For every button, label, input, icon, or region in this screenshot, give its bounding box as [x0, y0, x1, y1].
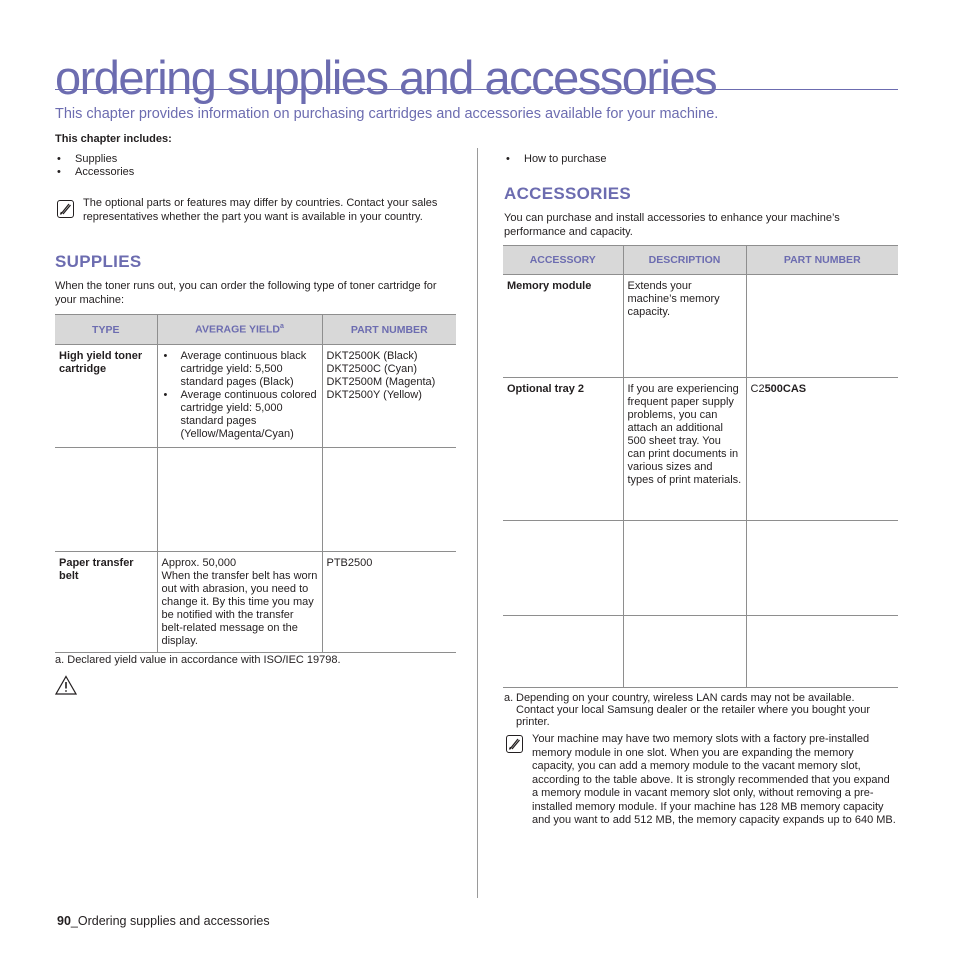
- cell-description: [623, 521, 746, 616]
- column-header-part: PART NUMBER: [322, 315, 456, 345]
- table-row: [55, 552, 456, 653]
- cell-yield: [157, 448, 322, 552]
- cell-description: [623, 616, 746, 688]
- cell-accessory: Optional tray 2: [503, 378, 623, 521]
- cell-part: [322, 448, 456, 552]
- footer-label: _Ordering supplies and accessories: [70, 914, 270, 928]
- note-text: The optional parts or features may differ by countries. Contact your sales representatives whether the part you want is available in your country.: [83, 197, 438, 223]
- list-item: • Average continuous colored cartridge yield: 5,000 standard pages (Yellow/Magenta/Cyan): [162, 389, 318, 441]
- note-pencil-icon: [57, 200, 74, 218]
- supplies-footnote: a. Declared yield value in accordance with ISO/IEC 19798.: [55, 654, 341, 666]
- cell-accessory: [503, 521, 623, 616]
- table-row: [503, 378, 898, 521]
- cell-part: [746, 521, 898, 616]
- cell-yield: Approx. 50,000 When the transfer belt has worn out with abrasion, you need to change it. By this time you may be notified with the transfer belt-related message on the display.: [157, 552, 322, 653]
- list-item: • Accessories: [57, 166, 135, 178]
- cell-type: [55, 448, 157, 552]
- cell-part: DKT2500K (Black) DKT2500C (Cyan) DKT2500M (Magenta) DKT2500Y (Yellow): [322, 345, 456, 448]
- supplies-table: [55, 314, 456, 653]
- title-rule: [55, 89, 898, 90]
- includes-list-right: [506, 153, 607, 166]
- section-heading-supplies: SUPPLIES: [55, 252, 142, 271]
- column-header-yield: AVERAGE YIELD$^a$: [157, 315, 322, 345]
- cell-accessory: Memory module: [503, 275, 623, 378]
- cell-part: C2500CAS: [746, 378, 898, 521]
- chapter-intro: This chapter provides information on purchasing cartridges and accessories available for your machine.: [55, 106, 719, 122]
- cell-description: If you are experiencing frequent paper supply problems, you can attach an additional 500 sheet tray. You can print documents in various sizes and types of print materials.: [623, 378, 746, 521]
- page-footer: [57, 914, 270, 928]
- cell-part: PTB2500: [322, 552, 456, 653]
- note-pencil-icon: [506, 735, 523, 753]
- table-row: [503, 521, 898, 616]
- column-header-type: TYPE: [55, 315, 157, 345]
- cell-part: [746, 275, 898, 378]
- column-header-accessory: ACCESSORY: [503, 246, 623, 275]
- warning-triangle-icon: [55, 675, 77, 695]
- page-number: 90: [57, 914, 71, 928]
- cell-type: High yield toner cartridge: [55, 345, 157, 448]
- column-header-part: PART NUMBER: [746, 246, 898, 275]
- table-row: [503, 616, 898, 688]
- cell-accessory: [503, 616, 623, 688]
- column-divider: [477, 148, 478, 898]
- list-item: • Supplies: [57, 153, 118, 165]
- table-row: [503, 275, 898, 378]
- includes-heading: This chapter includes:: [55, 133, 172, 145]
- accessories-intro: You can purchase and install accessories to enhance your machine’s performance and capacity.: [504, 212, 840, 238]
- list-item: • Average continuous black cartridge yield: 5,500 standard pages (Black): [162, 350, 318, 389]
- page-title: ordering supplies and accessories: [55, 51, 717, 104]
- table-header-row: [55, 315, 456, 345]
- table-header-row: [503, 246, 898, 275]
- section-heading-accessories: ACCESSORIES: [504, 184, 632, 203]
- accessories-table: [503, 245, 898, 688]
- accessories-footnote: a. Depending on your country, wireless LAN cards may not be available. Contact your local Samsung dealer or the retailer where you bought your printer.: [504, 692, 871, 728]
- list-item: • How to purchase: [506, 153, 607, 165]
- column-header-description: DESCRIPTION: [623, 246, 746, 275]
- cell-yield: [157, 345, 322, 448]
- table-row: [55, 345, 456, 448]
- cell-description: Extends your machine’s memory capacity.: [623, 275, 746, 378]
- note-text: Your machine may have two memory slots with a factory pre-installed memory module in one slot. When you are expanding the memory capacity, you can add a memory module to the vacant memory slot, according to the table above. It is strongly recommended that you expand a memory module in vacant memory slot only, without removing a pre-installed memory module. If your machine has 128 MB memory capacity and you want to add 512 MB, the memory capacity expands up to 640 MB.: [532, 733, 896, 826]
- includes-list-left: [57, 153, 134, 179]
- cell-type: Paper transfer belt: [55, 552, 157, 653]
- cell-part: [746, 616, 898, 688]
- supplies-intro: When the toner runs out, you can order the following type of toner cartridge for your machine:: [55, 280, 437, 306]
- table-row: [55, 448, 456, 552]
